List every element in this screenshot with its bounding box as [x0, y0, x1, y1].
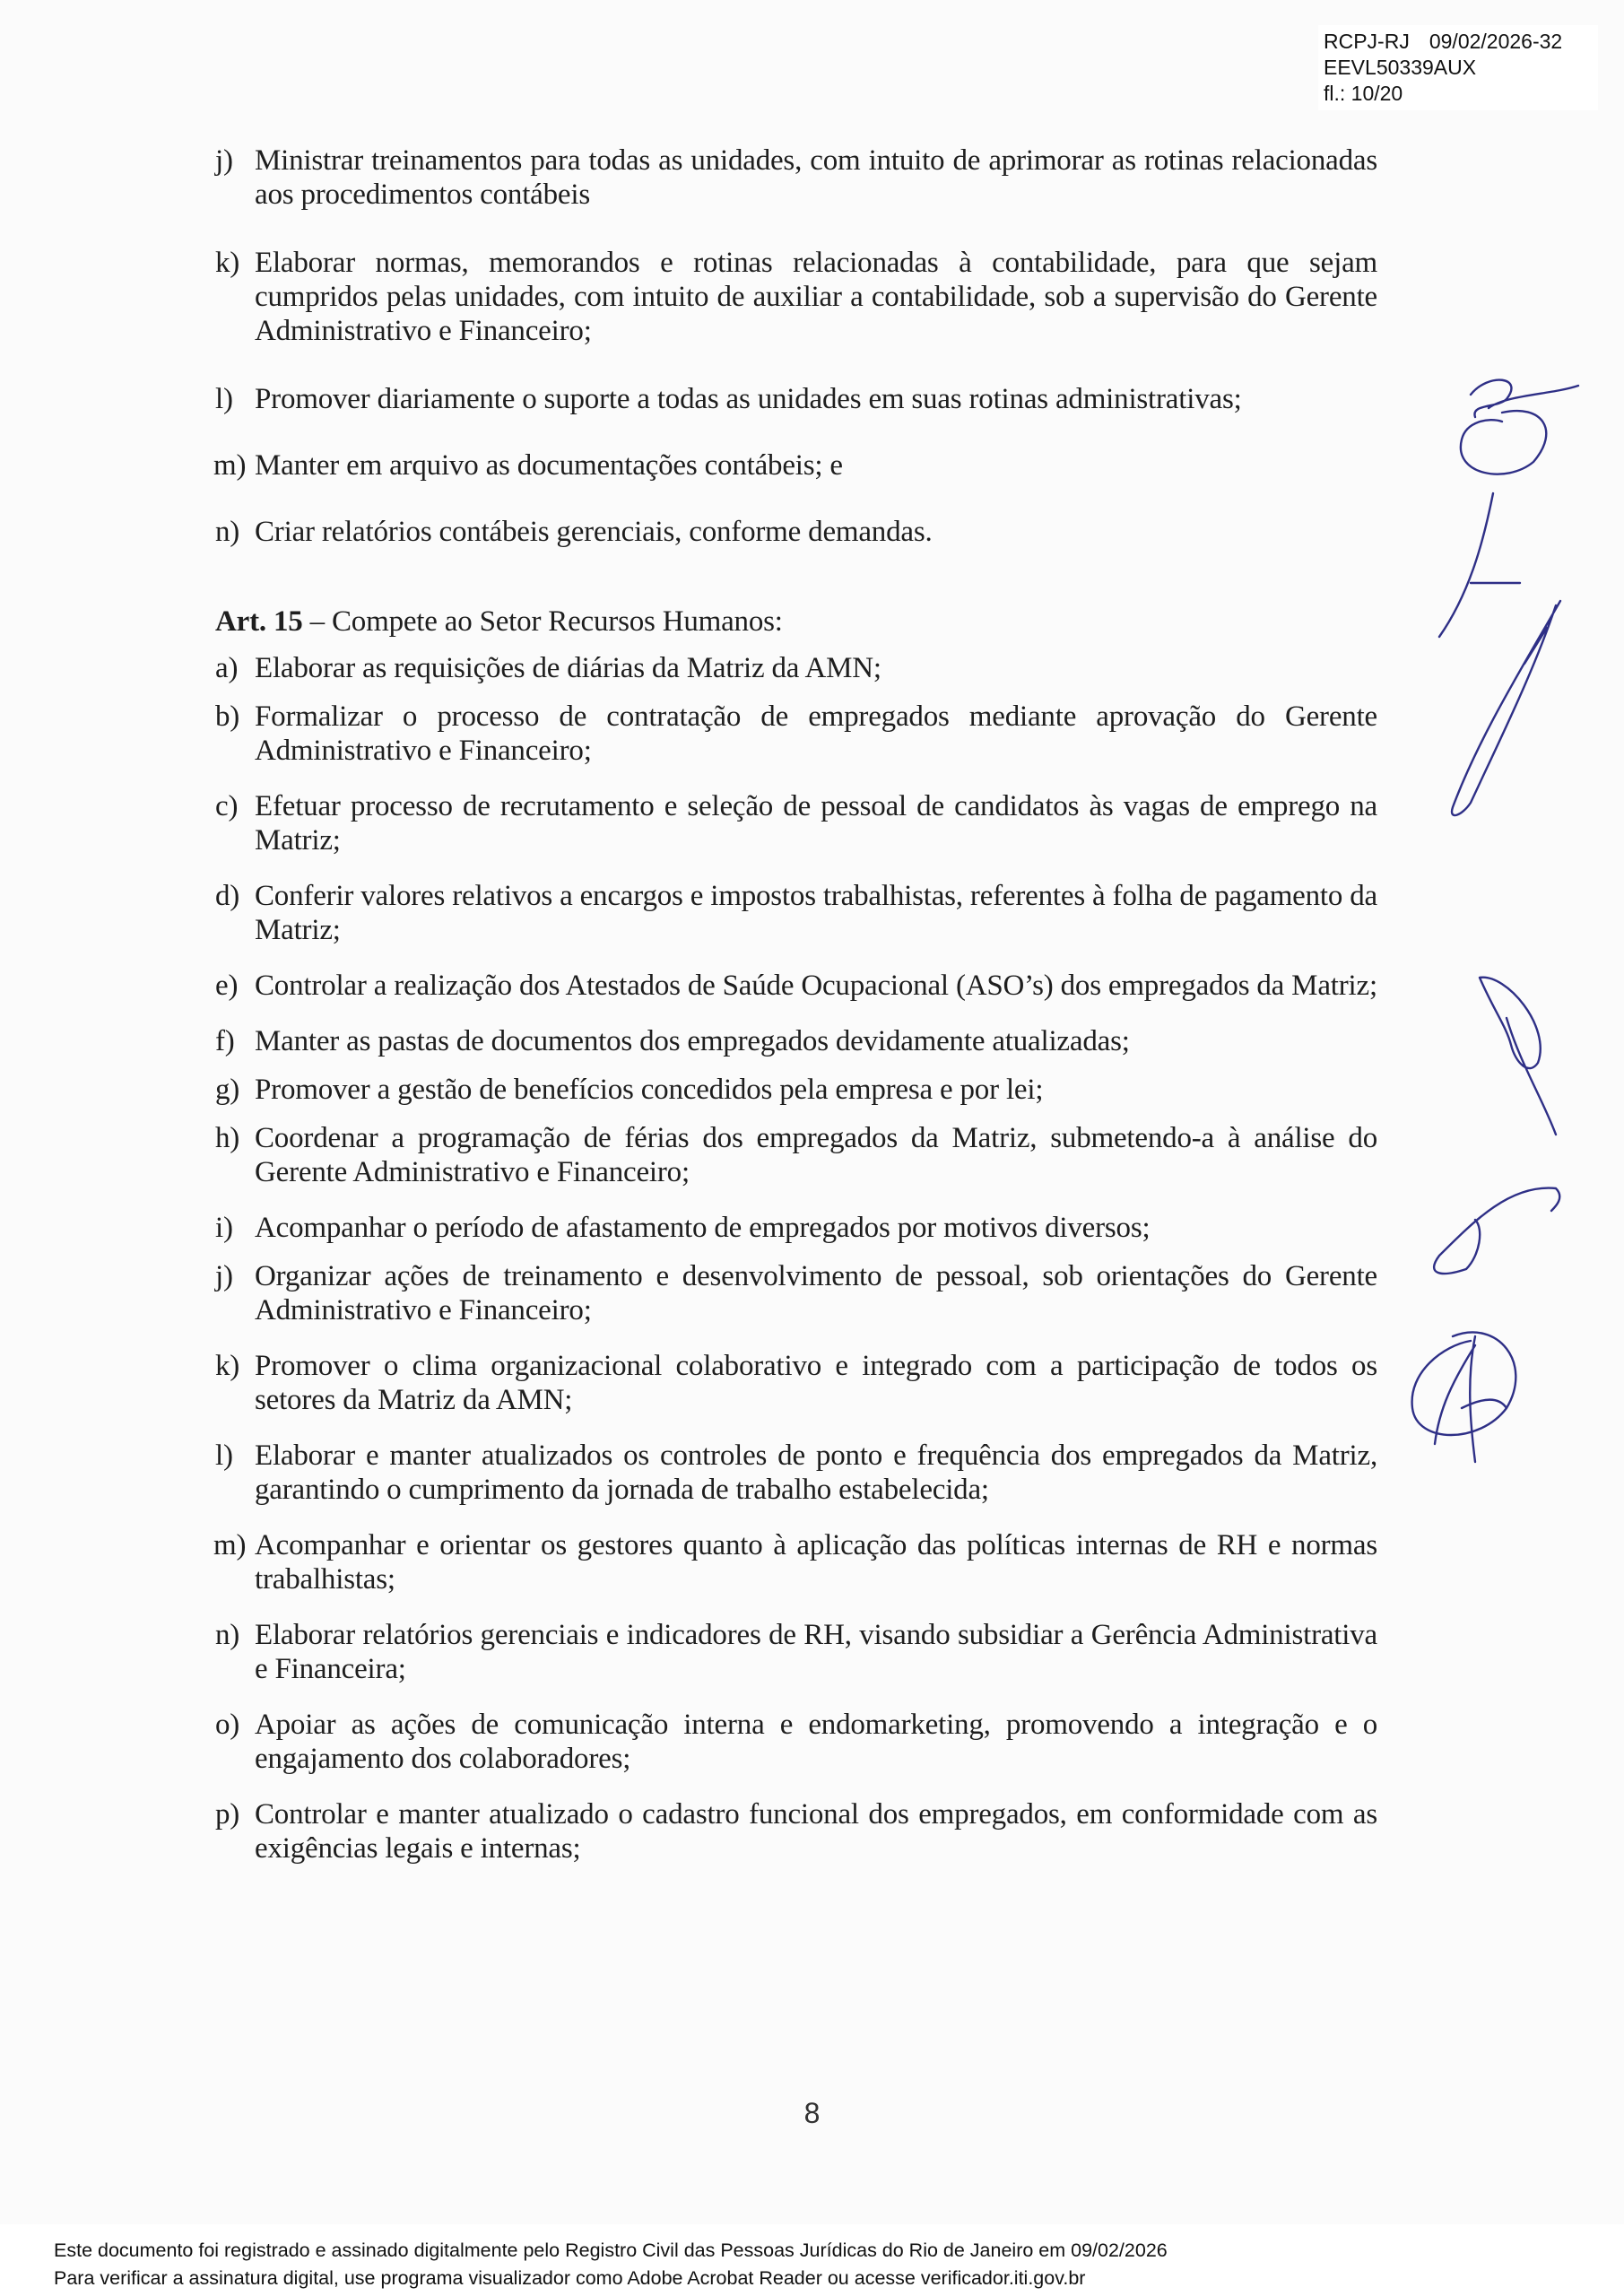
item-marker: d)	[215, 880, 240, 912]
list-item	[215, 382, 1377, 416]
item-text: Elaborar as requisições de diárias da Matriz da AMN;	[255, 652, 881, 684]
item-text: Conferir valores relativos a encargos e impostos trabalhistas, referentes à folha de pagamento da Matriz;	[255, 880, 1377, 946]
stamp-folio: fl.: 10/20	[1324, 82, 1403, 105]
article-number: Art. 15	[215, 605, 303, 638]
stamp-code: EEVL50339AUX	[1324, 56, 1477, 79]
item-text: Apoiar as ações de comunicação interna e endomarketing, promovendo a integração e o engajamento dos colaboradores;	[255, 1709, 1377, 1775]
article-15-items	[215, 651, 1377, 1866]
item-marker: m)	[213, 449, 247, 482]
list-item	[215, 515, 1377, 549]
item-text: Ministrar treinamentos para todas as unidades, com intuito de aprimorar as rotinas relacionadas aos procedimentos contábeis	[255, 144, 1377, 211]
item-text: Formalizar o processo de contratação de empregados mediante aprovação do Gerente Administrativo e Financeiro;	[255, 700, 1377, 767]
item-marker: o)	[215, 1709, 240, 1741]
item-text: Manter as pastas de documentos dos empregados devidamente atualizadas;	[255, 1025, 1130, 1057]
item-marker: p)	[215, 1798, 240, 1831]
item-text: Promover a gestão de benefícios concedidos pela empresa e por lei;	[255, 1074, 1044, 1106]
item-marker: c)	[215, 790, 239, 822]
list-item	[215, 1024, 1377, 1058]
page-number: 8	[803, 2097, 821, 2129]
item-marker: g)	[215, 1074, 240, 1106]
item-marker: b)	[215, 700, 240, 733]
article-dash: –	[302, 605, 332, 638]
item-text: Acompanhar o período de afastamento de empregados por motivos diversos;	[255, 1212, 1151, 1244]
item-marker: a)	[215, 652, 239, 684]
list-item	[215, 651, 1377, 685]
article-15-heading	[215, 604, 1377, 639]
list-item	[215, 144, 1377, 212]
item-text: Manter em arquivo as documentações contábeis; e	[255, 449, 843, 482]
item-text: Organizar ações de treinamento e desenvolvimento de pessoal, sob orientações do Gerente Administrativo e Financeiro;	[255, 1260, 1377, 1326]
list-item	[215, 1618, 1377, 1686]
list-item	[215, 1121, 1377, 1189]
stamp-line-1	[1324, 29, 1593, 55]
item-marker: f)	[215, 1025, 235, 1057]
list-item	[215, 879, 1377, 947]
document-body	[215, 144, 1377, 1866]
item-marker: h)	[215, 1122, 240, 1154]
list-item	[215, 246, 1377, 348]
list-item	[215, 1797, 1377, 1866]
list-item	[215, 1259, 1377, 1327]
item-marker: n)	[215, 516, 240, 548]
item-marker: k)	[215, 247, 240, 279]
item-marker: k)	[215, 1350, 240, 1382]
digital-signature-footer	[54, 2237, 1168, 2292]
article-title: Compete ao Setor Recursos Humanos:	[331, 605, 783, 638]
item-text: Promover diariamente o suporte a todas as unidades em suas rotinas administrativas;	[255, 383, 1242, 415]
registry-stamp	[1318, 25, 1598, 110]
item-marker: m)	[213, 1529, 247, 1561]
footer-line-1: Este documento foi registrado e assinado digitalmente pelo Registro Civil das Pessoas Jurídicas do Rio de Janeiro em 09/02/2026	[54, 2239, 1168, 2261]
list-item	[215, 1073, 1377, 1107]
stamp-protocol: 09/02/2026-32	[1429, 30, 1563, 53]
item-text: Controlar e manter atualizado o cadastro funcional dos empregados, em conformidade com as exigências legais e internas;	[255, 1798, 1377, 1865]
list-item	[215, 1439, 1377, 1507]
item-marker: l)	[215, 383, 233, 415]
footer-line-2: Para verificar a assinatura digital, use programa visualizador como Adobe Acrobat Reader ou acesse verificador.iti.gov.br	[54, 2267, 1086, 2289]
item-marker: j)	[215, 144, 233, 177]
list-item	[215, 700, 1377, 768]
list-item	[215, 1349, 1377, 1417]
list-item	[215, 1528, 1377, 1596]
item-text: Criar relatórios contábeis gerenciais, conforme demandas.	[255, 516, 933, 548]
list-item	[215, 448, 1377, 483]
list-item	[215, 969, 1377, 1003]
item-text: Efetuar processo de recrutamento e seleção de pessoal de candidatos às vagas de emprego na Matriz;	[255, 790, 1377, 857]
item-marker: n)	[215, 1619, 240, 1651]
previous-article-items	[215, 144, 1377, 549]
stamp-registry: RCPJ-RJ	[1324, 30, 1410, 53]
item-marker: e)	[215, 970, 239, 1002]
item-text: Elaborar relatórios gerenciais e indicadores de RH, visando subsidiar a Gerência Administrativa e Financeira;	[255, 1619, 1377, 1685]
list-item	[215, 789, 1377, 857]
item-text: Acompanhar e orientar os gestores quanto à aplicação das políticas internas de RH e normas trabalhistas;	[255, 1529, 1377, 1596]
list-item	[215, 1708, 1377, 1776]
item-marker: j)	[215, 1260, 233, 1292]
item-text: Promover o clima organizacional colaborativo e integrado com a participação de todos os setores da Matriz da AMN;	[255, 1350, 1377, 1416]
item-text: Controlar a realização dos Atestados de Saúde Ocupacional (ASO’s) dos empregados da Matriz;	[255, 970, 1377, 1002]
list-item	[215, 1211, 1377, 1245]
item-text: Elaborar normas, memorandos e rotinas relacionadas à contabilidade, para que sejam cumpridos pelas unidades, com intuito de auxiliar a contabilidade, sob a supervisão do Gerente Administrativo e Financeiro;	[255, 247, 1377, 347]
item-text: Coordenar a programação de férias dos empregados da Matriz, submetendo-a à análise do Gerente Administrativo e Financeiro;	[255, 1122, 1377, 1188]
item-marker: i)	[215, 1212, 233, 1244]
item-marker: l)	[215, 1439, 233, 1472]
item-text: Elaborar e manter atualizados os controles de ponto e frequência dos empregados da Matriz, garantindo o cumprimento da jornada de trabalho estabelecida;	[255, 1439, 1377, 1506]
